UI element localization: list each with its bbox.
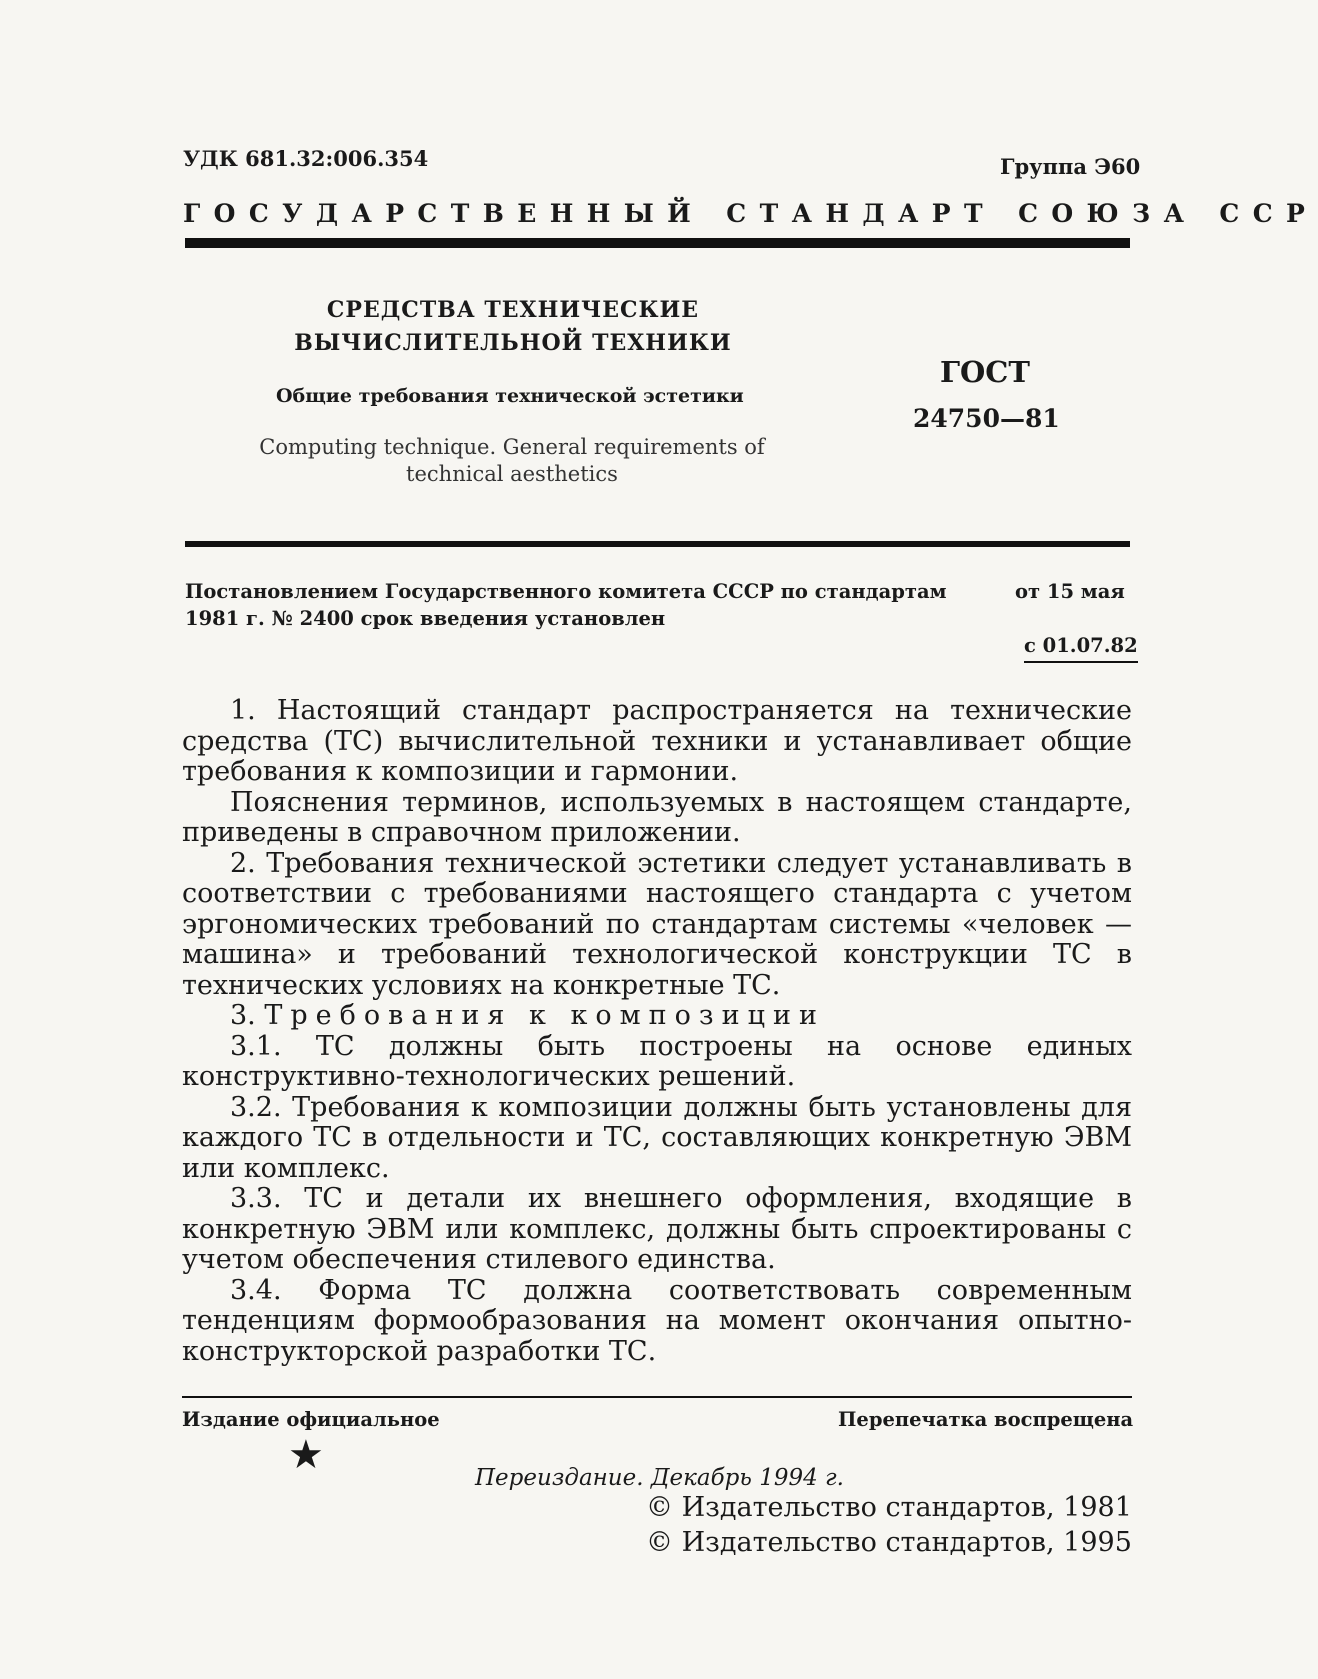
decree-line-1: Постановлением Государственного комитета СССР по стандартам <box>185 580 947 603</box>
decree-line-1-date: от 15 мая <box>1015 580 1125 603</box>
reissue-note: Переиздание. Декабрь 1994 г. <box>475 1465 844 1491</box>
paragraph-3-3: 3.3. ТС и детали их внешнего оформления, входящие в конкретную ЭВМ или комплекс, должны быть спроектированы с учетом обеспечения стилевого единства. <box>182 1183 1132 1275</box>
section-title: Требования к композиции <box>264 1000 825 1031</box>
no-reprint-notice: Перепечатка воспрещена <box>838 1408 1134 1431</box>
body-text <box>182 696 1132 1367</box>
group-code: Группа Э60 <box>1000 154 1141 179</box>
english-title: Computing technique. General requirements of technical aesthetics <box>259 435 765 486</box>
title-rule <box>185 541 1130 547</box>
paragraph-3-4: 3.4. Форма ТС должна соответствовать современным тенденциям формообразования на момент окончания опытно-конструкторской разработки ТС. <box>182 1274 1132 1367</box>
gost-number: 24750—81 <box>913 404 1060 433</box>
section-heading <box>182 1001 1132 1032</box>
header-rule <box>185 238 1130 248</box>
footer-rule <box>182 1396 1132 1398</box>
paragraph-3-1: 3.1. ТС должны быть построены на основе единых конструктивно-технологических решений. <box>182 1030 1132 1092</box>
paragraph-3-2: 3.2. Требования к композиции должны быть установлены для каждого ТС в отдельности и ТС, составляющих конкретную ЭВМ или комплекс. <box>182 1091 1132 1184</box>
udk-code: УДК 681.32:006.354 <box>183 146 429 171</box>
title-line-1: СРЕДСТВА ТЕХНИЧЕСКИЕ <box>326 297 700 323</box>
official-edition: Издание официальное <box>182 1408 440 1431</box>
decree-line-2: 1981 г. № 2400 срок введения установлен <box>185 607 666 630</box>
paragraph-3: 2. Требования технической эстетики следует устанавливать в соответствии с требованиями настоящего стандарта с учетом эргономических требований по стандартам системы «человек — машина» и требований технологической конструкции ТС в технических условиях на конкретные ТС. <box>182 847 1132 1001</box>
effective-date: с 01.07.82 <box>1024 634 1138 663</box>
section-number: 3. <box>230 1000 256 1031</box>
subtitle: Общие требования технической эстетики <box>276 385 744 407</box>
paragraph-2: Пояснения терминов, используемых в настоящем стандарте, приведены в справочном приложении. <box>182 786 1132 848</box>
copyright-1995: © Издательство стандартов, 1995 <box>646 1527 1132 1558</box>
paragraph-1: 1. Настоящий стандарт распространяется на технические средства (ТС) вычислительной техники и устанавливает общие требования к композиции и гармонии. <box>182 695 1132 787</box>
title-line-2: ВЫЧИСЛИТЕЛЬНОЙ ТЕХНИКИ <box>294 330 732 356</box>
copyright-1981: © Издательство стандартов, 1981 <box>646 1492 1132 1523</box>
star-icon: ★ <box>288 1432 324 1478</box>
gost-label: ГОСТ <box>940 355 1030 389</box>
state-standard-heading: ГОСУДАРСТВЕННЫЙ СТАНДАРТ СОЮЗА ССР <box>183 199 1318 228</box>
